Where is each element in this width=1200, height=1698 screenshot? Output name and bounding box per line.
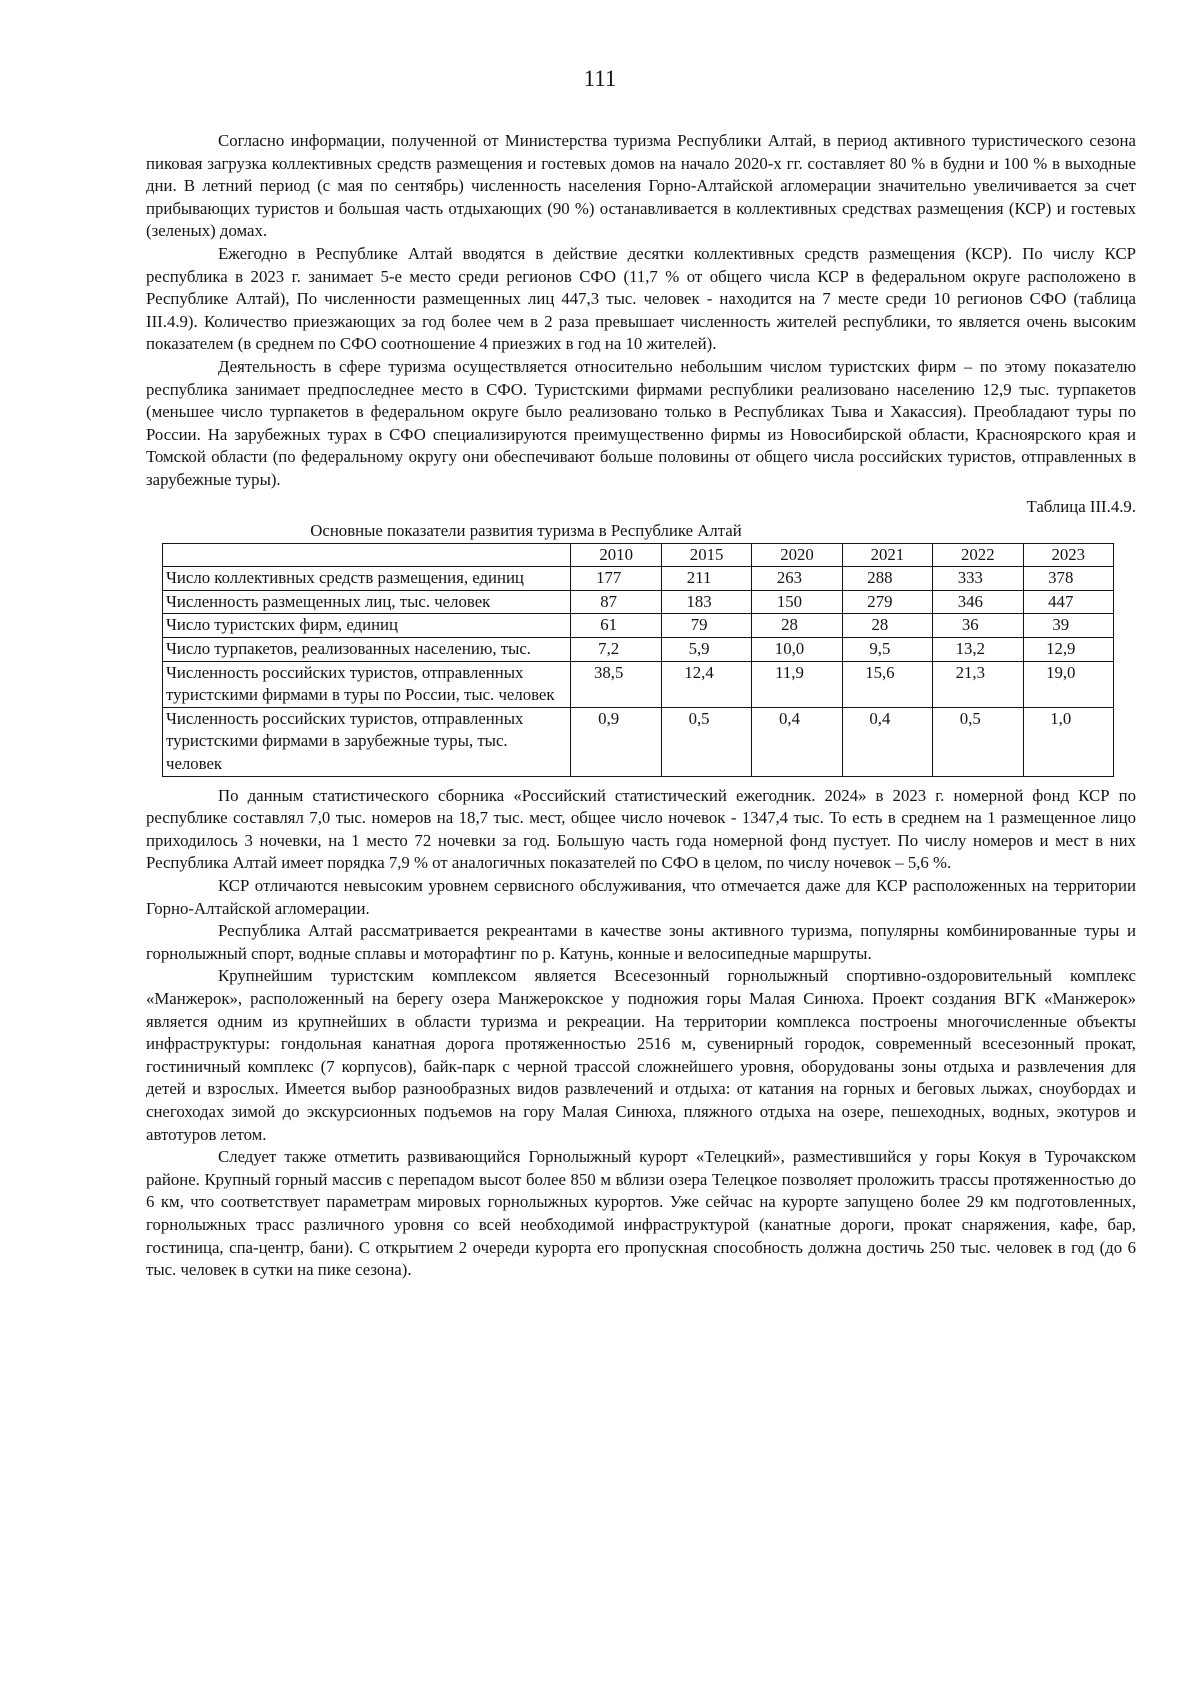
paragraph: Крупнейшим туристским комплексом является Всесезонный горнолыжный спортивно-оздоровительный комплекс «Манжерок», расположенный на берегу озера Манжерокское у подножия горы Малая Синюха. Проект создания ВГК «Манжерок» является одним из крупнейших в области туризма и рекреации. На территории комплекса построены многочисленные объекты инфраструктуры: гондольная канатная дорога протяженностью 2516 м, сувенирный городок, современный всесезонный прокат, гостиничный комплекс (7 корпусов), байк-парк с черной трассой сложнейшего уровня, оборудованы зоны отдыха и развлечения для детей и взрослых. Имеется выбор разнообразных видов развлечений и отдыха: от катания на горных и беговых лыжах, сноубордах и снегоходах зимой до экскурсионных подъемов на гору Малая Синюха, пляжного отдыха на озере, пешеходных, водных, экотуров и автотуров летом. <box>146 966 1136 1144</box>
table-row <box>163 567 1114 591</box>
table-cell: 21,3 <box>933 661 1023 707</box>
table-cell: 12,4 <box>661 661 751 707</box>
year-header: 2010 <box>571 543 661 567</box>
top-section <box>146 130 1136 492</box>
paragraph: Деятельность в сфере туризма осуществляется относительно небольшим числом туристских фирм – по этому показателю республика занимает предпоследнее место в СФО. Туристскими фирмами республики реализовано населению 12,9 тыс. турпакетов (меньшее число турпакетов в федеральном округе было реализовано только в Республиках Тыва и Хакассия). Преобладают туры по России. На зарубежных турах в СФО специализируются преимущественно фирмы из Новосибирской области, Красноярского края и Томской области (по федеральному округу они обеспечивают больше половины от общего числа российских туристов, отправленных в зарубежные туры). <box>146 356 1136 489</box>
table-row <box>163 614 1114 638</box>
paragraph: Следует также отметить развивающийся Горнолыжный курорт «Телецкий», разместившийся у горы Кокуя в Турочакском районе. Крупный горный массив с перепадом высот более 850 м вблизи озера Телецкое позволяет проложить трассы протяженностью до 6 км, что соответствует параметрам мировых горнолыжных курортов. Уже сейчас на курорте запущено более 29 км подготовленных, горнолыжных трасс различного уровня со всей необходимой инфраструктурой (канатные дороги, прокат снаряжения, кафе, бар, гостиница, спа-центр, бани). С открытием 2 очереди курорта его пропускная способность должна достичь 250 тыс. человек в год (до 6 тыс. человек в сутки на пике сезона). <box>146 1147 1136 1280</box>
table-cell: 0,4 <box>842 707 932 776</box>
table-cell: 28 <box>842 614 932 638</box>
paragraph: Ежегодно в Республике Алтай вводятся в действие десятки коллективных средств размещения (КСР). По числу КСР республика в 2023 г. занимает 5-е место среди регионов СФО (11,7 % от общего числа КСР в федеральном округе расположено в Республике Алтай), По численности размещенных лиц 447,3 тыс. человек - находится на 7 месте среди 10 регионов СФО (таблица III.4.9). Количество приезжающих за год более чем в 2 раза превышает численность жителей республики, то является очень высоким показателем (в среднем по СФО соотношение 4 приезжих в год на 10 жителей). <box>146 243 1136 354</box>
table-cell: 10,0 <box>752 638 842 662</box>
year-header: 2020 <box>752 543 842 567</box>
row-label: Число коллективных средств размещения, единиц <box>163 567 571 591</box>
year-header: 2022 <box>933 543 1023 567</box>
table-row <box>163 638 1114 662</box>
bottom-section <box>146 785 1136 1282</box>
table-cell: 279 <box>842 590 932 614</box>
table-cell: 38,5 <box>571 661 661 707</box>
row-label: Численность размещенных лиц, тыс. человек <box>163 590 571 614</box>
tourism-indicators-table <box>162 543 1114 777</box>
table-cell: 12,9 <box>1023 638 1114 662</box>
table-cell: 11,9 <box>752 661 842 707</box>
table-row <box>163 661 1114 707</box>
year-header: 2023 <box>1023 543 1114 567</box>
table-cell: 79 <box>661 614 751 638</box>
table-cell: 1,0 <box>1023 707 1114 776</box>
paragraph: По данным статистического сборника «Российский статистический ежегодник. 2024» в 2023 г. номерной фонд КСР по республике составлял 7,0 тыс. номеров на 18,7 тыс. мест, общее число ночевок - 1347,4 тыс. То есть в среднем на 1 размещенное лицо приходилось 3 ночевки, на 1 место 72 ночевки за год. Большую часть года номерной фонд пустует. По числу номеров и мест в них Республика Алтай имеет порядка 7,9 % от аналогичных показателей по СФО в целом, по числу ночевок – 5,6 %. <box>146 785 1136 873</box>
paragraph: Согласно информации, полученной от Министерства туризма Республики Алтай, в период активного туристического сезона пиковая загрузка коллективных средств размещения и гостевых домов на начало 2020-х гг. составляет 80 % в будни и 100 % в выходные дни. В летний период (с мая по сентябрь) численность населения Горно-Алтайской агломерации значительно увеличивается за счет прибывающих туристов и большая часть отдыхающих (90 %) останавливается в коллективных средствах размещения (КСР) и гостевых (зеленых) домах. <box>146 131 1136 241</box>
table-title: Основные показатели развития туризма в Республике Алтай <box>310 521 742 541</box>
paragraph: Республика Алтай рассматривается рекреантами в качестве зоны активного туризма, популярны комбинированные туры и горнолыжный спорт, водные сплавы и моторафтинг по р. Катунь, конные и велосипедные маршруты. <box>146 921 1136 963</box>
table-cell: 87 <box>571 590 661 614</box>
table-cell: 61 <box>571 614 661 638</box>
row-label: Численность российских туристов, отправленных туристскими фирмами в зарубежные туры, тыс. человек <box>163 707 571 776</box>
row-label: Число турпакетов, реализованных населению, тыс. <box>163 638 571 662</box>
table-cell: 13,2 <box>933 638 1023 662</box>
table-cell: 183 <box>661 590 751 614</box>
table-cell: 28 <box>752 614 842 638</box>
table-cell: 15,6 <box>842 661 932 707</box>
table-cell: 177 <box>571 567 661 591</box>
table-cell: 333 <box>933 567 1023 591</box>
table-cell: 36 <box>933 614 1023 638</box>
table-cell: 0,5 <box>661 707 751 776</box>
table-header-empty <box>163 543 571 567</box>
table-cell: 150 <box>752 590 842 614</box>
table-cell: 39 <box>1023 614 1114 638</box>
table-cell: 211 <box>661 567 751 591</box>
table-cell: 0,5 <box>933 707 1023 776</box>
table-header-row <box>163 543 1114 567</box>
table-cell: 0,9 <box>571 707 661 776</box>
table-cell: 9,5 <box>842 638 932 662</box>
row-label: Число туристских фирм, единиц <box>163 614 571 638</box>
table-cell: 378 <box>1023 567 1114 591</box>
table-cell: 263 <box>752 567 842 591</box>
table-row <box>163 590 1114 614</box>
paragraph: КСР отличаются невысоким уровнем сервисного обслуживания, что отмечается даже для КСР расположенных на территории Горно-Алтайской агломерации. <box>146 876 1136 918</box>
table-row <box>163 707 1114 776</box>
table-cell: 7,2 <box>571 638 661 662</box>
table-cell: 19,0 <box>1023 661 1114 707</box>
document-body <box>146 130 1136 1282</box>
year-header: 2015 <box>661 543 751 567</box>
table-cell: 0,4 <box>752 707 842 776</box>
table-cell: 288 <box>842 567 932 591</box>
table-cell: 447 <box>1023 590 1114 614</box>
table-caption: Таблица III.4.9. <box>1026 496 1136 516</box>
table-cell: 346 <box>933 590 1023 614</box>
table-cell: 5,9 <box>661 638 751 662</box>
page-number: 111 <box>583 66 617 91</box>
row-label: Численность российских туристов, отправленных туристскими фирмами в туры по России, тыс. человек <box>163 661 571 707</box>
year-header: 2021 <box>842 543 932 567</box>
